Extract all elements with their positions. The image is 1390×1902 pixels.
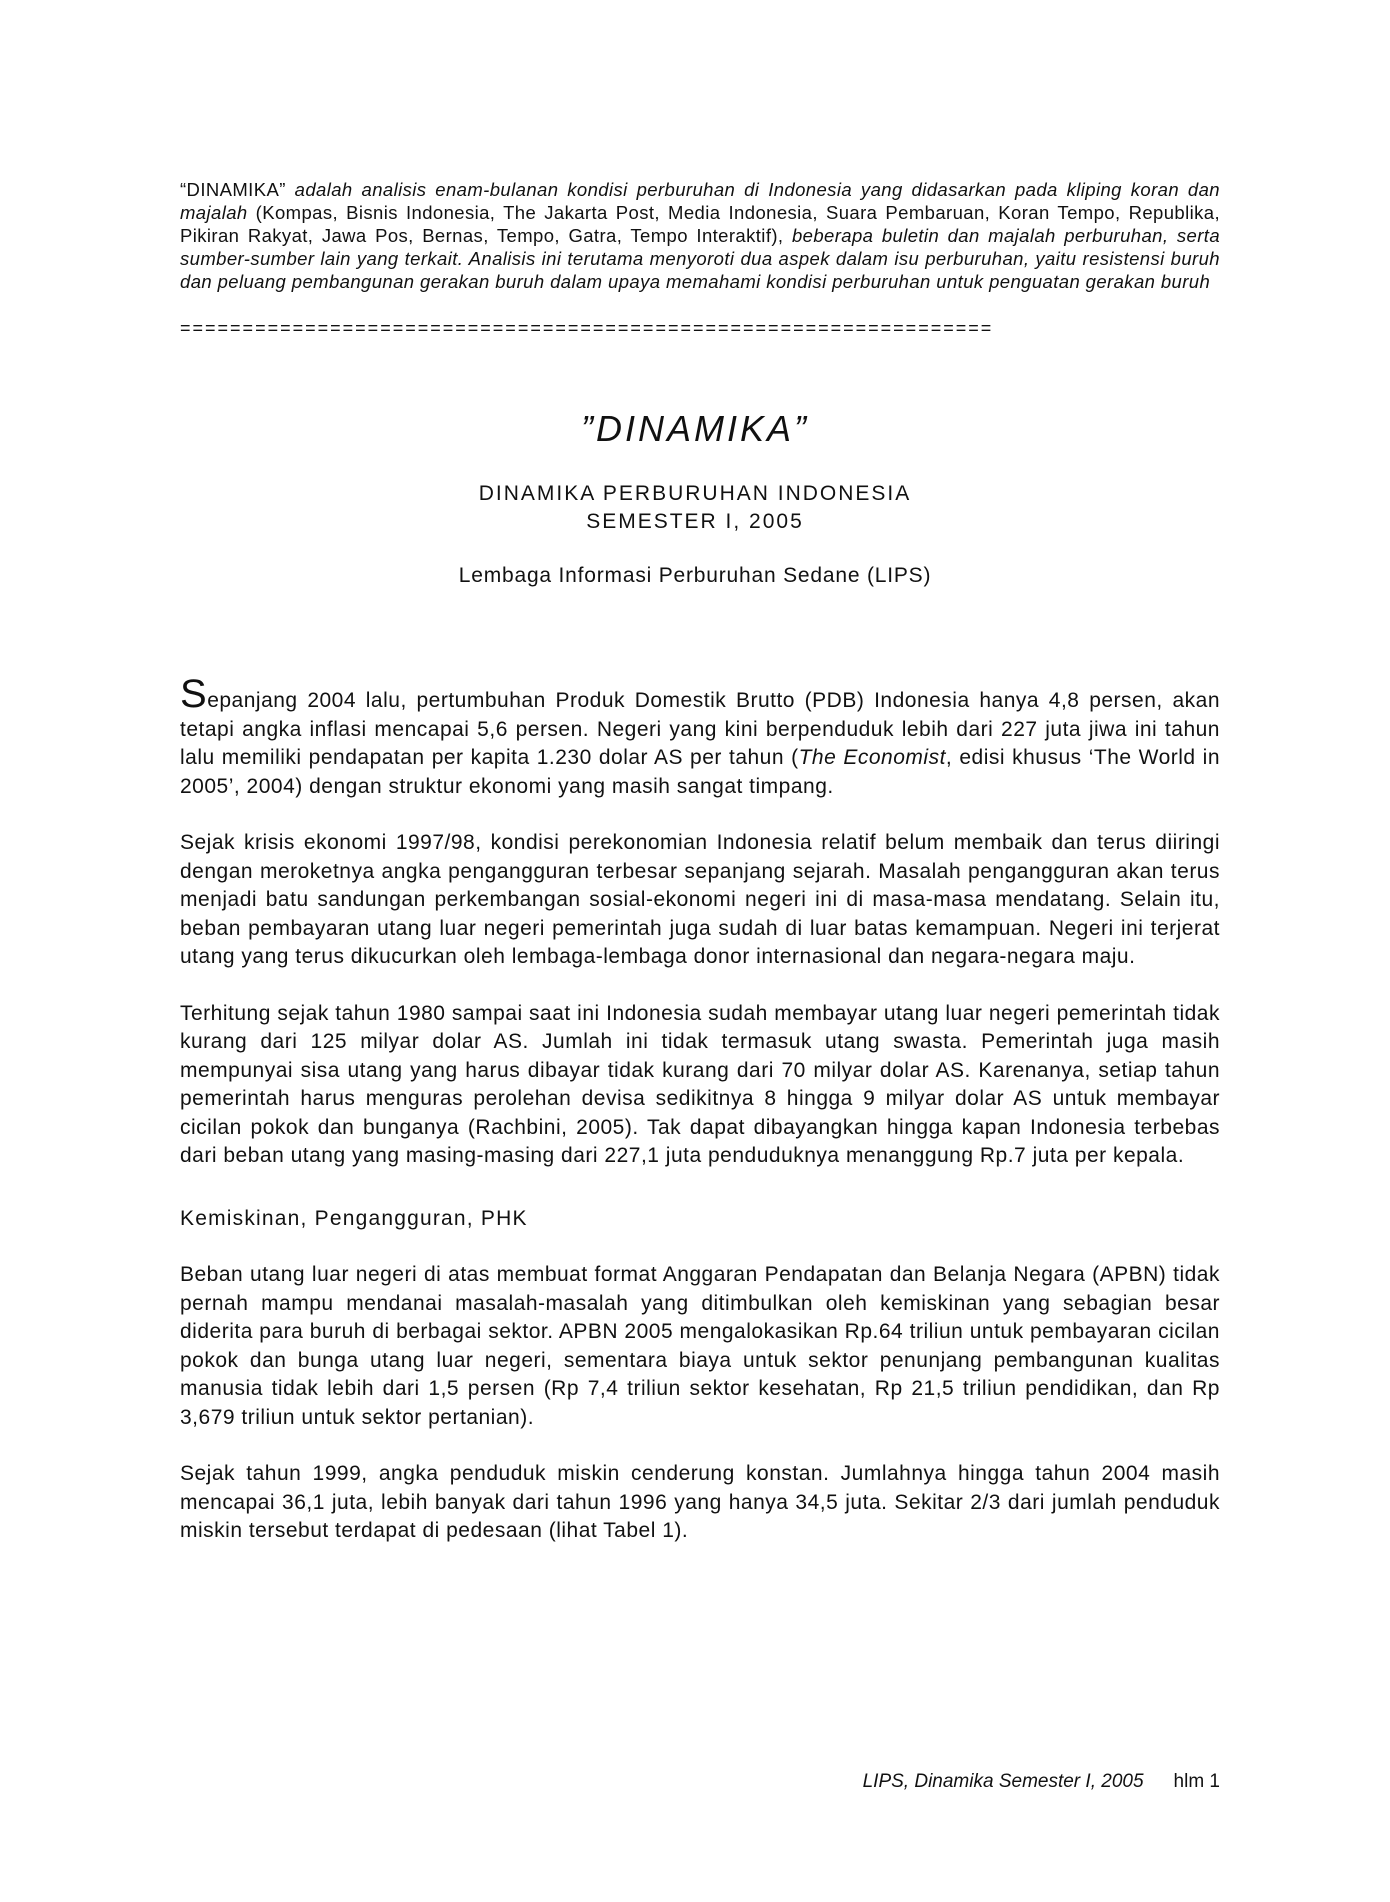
intro-italic-1: adalah analisis enam-bulanan kondisi perburuhan di Indonesia yang didasarkan pada kliping koran dan majalah xyxy=(180,179,1220,223)
page-number: hlm 1 xyxy=(1173,1771,1220,1792)
subtitle xyxy=(0,480,1390,536)
page-footer xyxy=(820,1771,1220,1793)
subtitle-line-2: SEMESTER I, 2005 xyxy=(586,510,804,533)
paragraph-2: Sejak krisis ekonomi 1997/98, kondisi perekonomian Indonesia relatif belum membaik dan terus diiringi dengan meroketnya angka pengangguran terbesar sepanjang sejarah. Masalah pengangguran akan terus menjadi batu sandungan perkembangan sosial-ekonomi negeri ini di masa-masa mendatang. Selain itu, beban pembayaran utang luar negeri pemerintah juga sudah di luar batas kemampuan. Negeri ini terjerat utang yang terus dikucurkan oleh lembaga-lembaga donor internasional dan negara-negara maju. xyxy=(180,831,1220,968)
intro-paragraph xyxy=(180,178,1220,293)
subtitle-line-1: DINAMIKA PERBURUHAN INDONESIA xyxy=(478,482,912,505)
section-heading: Kemiskinan, Pengangguran, PHK xyxy=(180,1206,528,1230)
paragraph-1-italic: The Economist xyxy=(798,746,946,769)
page-title: ”DINAMIKA” xyxy=(581,408,809,449)
organization-name: Lembaga Informasi Perburuhan Sedane (LIPS) xyxy=(458,564,932,587)
paragraph-5: Sejak tahun 1999, angka penduduk miskin cenderung konstan. Jumlahnya hingga tahun 2004 masih mencapai 36,1 juta, lebih banyak dari tahun 1996 yang hanya 34,5 juta. Sekitar 2/3 dari jumlah penduduk miskin tersebut terdapat di pedesaan (lihat Tabel 1). xyxy=(180,1462,1220,1542)
paragraph-1-text-b: , edisi khusus ‘The World in 2005’, 2004) dengan struktur ekonomi yang masih sangat timpang. xyxy=(180,746,1221,798)
paragraph-3: Terhitung sejak tahun 1980 sampai saat ini Indonesia sudah membayar utang luar negeri pemerintah tidak kurang dari 125 milyar dolar AS. Jumlah ini tidak termasuk utang swasta. Pemerintah juga masih mempunyai sisa utang yang harus dibayar tidak kurang dari 70 milyar dolar AS. Karenanya, setiap tahun pemerintah harus menguras perolehan devisa sedikitnya 8 hingga 9 milyar dolar AS untuk membayar cicilan pokok dan bunganya (Rachbini, 2005). Tak dapat dibayangkan hingga kapan Indonesia terbebas dari beban utang yang masing-masing dari 227,1 juta penduduknya menanggung Rp.7 juta per kepala. xyxy=(180,1001,1220,1167)
intro-sources: (Kompas, Bisnis Indonesia, The Jakarta Post, Media Indonesia, Suara Pembaruan, Koran Tempo, Republika, Pikiran Rakyat, Jawa Pos, Bernas, Tempo, Gatra, Tempo Interaktif), xyxy=(180,202,1220,246)
intro-note xyxy=(180,178,1220,293)
separator-line: ================================================================= xyxy=(180,318,994,338)
paragraph-1-text-a: epanjang 2004 lalu, pertumbuhan Produk Domestik Brutto (PDB) Indonesia hanya 4,8 persen, akan tetapi angka inflasi mencapai 5,6 persen. Negeri yang kini berpenduduk lebih dari 227 juta jiwa ini tahun lalu memiliki pendapatan per kapita 1.230 dolar AS per tahun ( xyxy=(180,689,1220,769)
body-text xyxy=(180,672,1221,1574)
intro-quote: “DINAMIKA” xyxy=(180,179,286,200)
paragraph-1 xyxy=(180,672,1221,801)
footer-source: LIPS, Dinamika Semester I, 2005 xyxy=(862,1771,1144,1792)
intro-italic-2: beberapa buletin dan majalah perburuhan, serta sumber-sumber lain yang terkait. Analisis ini terutama menyoroti dua aspek dalam isu perburuhan, yaitu resistensi buruh dan peluang pembangunan gerakan buruh dalam upaya memahami kondisi perburuhan untuk penguatan gerakan buruh xyxy=(180,225,1221,292)
paragraph-4: Beban utang luar negeri di atas membuat format Anggaran Pendapatan dan Belanja Negara (APBN) tidak pernah mampu mendanai masalah-masalah yang ditimbulkan oleh kemiskinan yang sebagian besar diderita para buruh di berbagai sektor. APBN 2005 mengalokasikan Rp.64 triliun untuk pembayaran cicilan pokok dan bunga utang luar negeri, sementara biaya untuk sektor penunjang pembangunan kualitas manusia tidak lebih dari 1,5 persen (Rp 7,4 triliun sektor kesehatan, Rp 21,5 triliun pendidikan, dan Rp 3,679 triliun untuk sektor pertanian). xyxy=(180,1263,1220,1429)
drop-cap: S xyxy=(180,672,208,716)
